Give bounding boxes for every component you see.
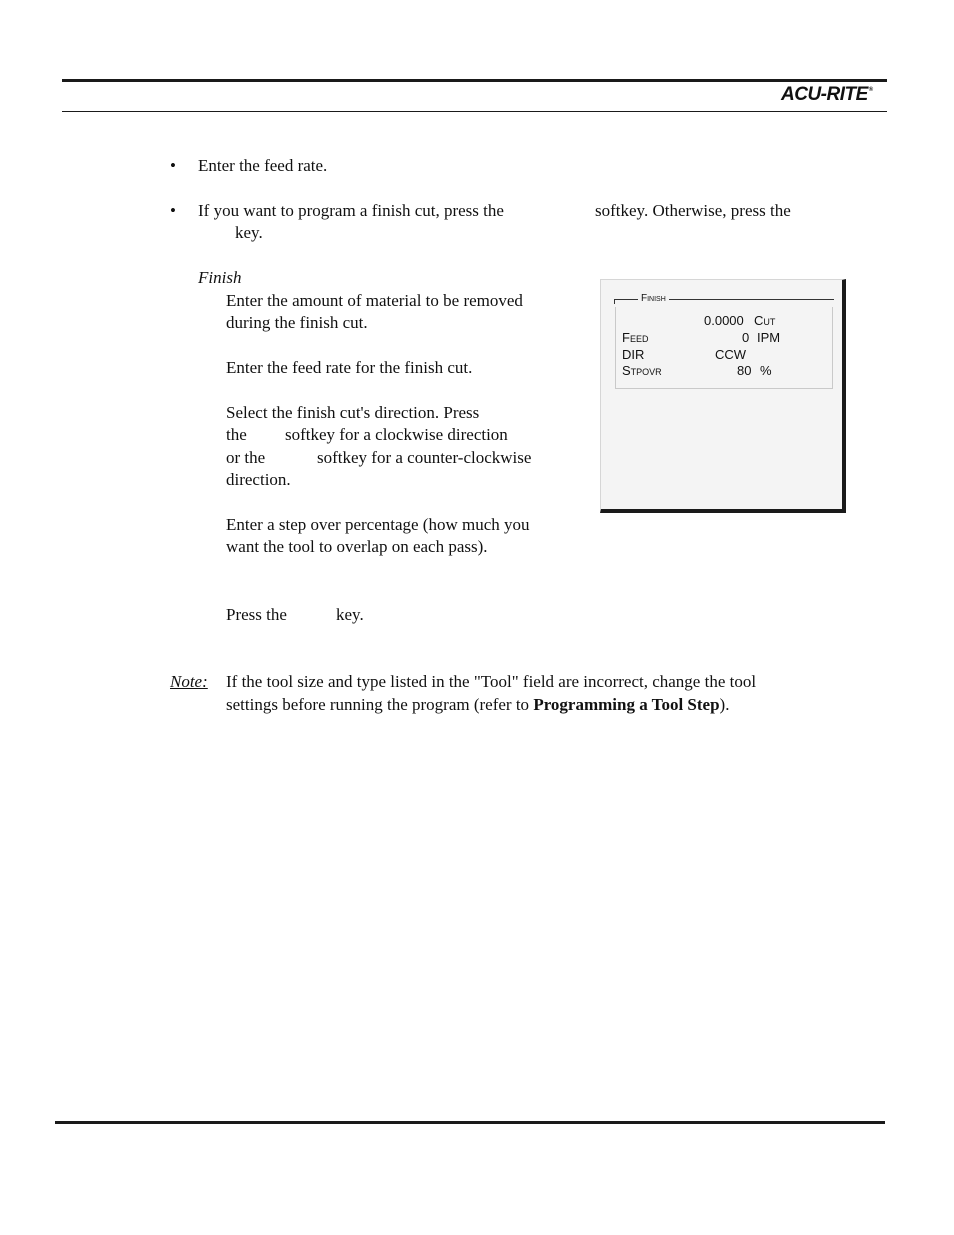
press-text-a: Press the: [226, 605, 287, 624]
screen-cut-value: 0.0000: [704, 313, 744, 328]
screen-stpovr-value: 80: [737, 363, 752, 378]
finish-screen-capture: [600, 279, 846, 513]
press-text-b: key.: [336, 605, 364, 624]
bullet-2-text-c: key.: [235, 223, 263, 242]
note-line1: If the tool size and type listed in the "Tool" field are incorrect, change the tool: [226, 672, 757, 691]
footer-rule: [55, 1121, 885, 1124]
acu-rite-logo: [781, 84, 873, 106]
dir-text-line1: Select the finish cut's direction. Press: [226, 403, 480, 422]
dir-text-line3-b: softkey for a counter-clockwise: [317, 448, 532, 467]
screen-title: Finish: [638, 293, 669, 304]
dir-text-line2-a: the: [226, 425, 247, 444]
dir-text-line4: direction.: [226, 470, 291, 489]
screen-stpovr-unit: %: [760, 363, 772, 378]
screen-feed-value: 0: [742, 330, 750, 345]
cut-text-line2: during the finish cut.: [226, 313, 368, 332]
bullet-1-glyph: •: [170, 156, 176, 175]
note-reference-bold: Programming a Tool Step: [533, 695, 720, 714]
screen-feed-label: Feed: [622, 330, 649, 345]
screen-dir-value: CCW: [715, 347, 747, 362]
bullet-1-text: Enter the feed rate.: [198, 156, 328, 175]
registered-mark: ®: [868, 87, 873, 93]
stpovr-text-line1: Enter a step over percentage (how much you: [226, 515, 530, 534]
bullet-2-glyph: •: [170, 201, 176, 220]
bullet-2-text-a: If you want to program a finish cut, press the: [198, 201, 504, 220]
dir-text-line2-b: softkey for a clockwise direction: [285, 425, 508, 444]
screen-stpovr-label: Stpovr: [622, 363, 662, 378]
header-rule-thin: [62, 111, 887, 112]
screen-frame-tick: [614, 299, 615, 304]
feed-text: Enter the feed rate for the finish cut.: [226, 358, 473, 377]
header-rule-thick: [62, 79, 887, 82]
bullet-2-text-b: softkey. Otherwise, press the: [595, 201, 791, 220]
screen-dir-label: DIR: [622, 347, 645, 362]
stpovr-text-line2: want the tool to overlap on each pass).: [226, 537, 488, 556]
cut-text-line1: Enter the amount of material to be removed: [226, 291, 523, 310]
note-line2-end: ).: [719, 695, 730, 714]
finish-heading: Finish: [198, 268, 242, 287]
screen-cut-label: Cut: [754, 313, 776, 328]
note-line2-text: settings before running the program (refer to: [226, 695, 534, 714]
screen-feed-unit: IPM: [757, 330, 781, 345]
dir-text-line3-a: or the: [226, 448, 266, 467]
logo-text: ACU-RITE: [781, 84, 868, 105]
note-label: Note:: [170, 672, 208, 691]
note-line2: [226, 694, 729, 717]
